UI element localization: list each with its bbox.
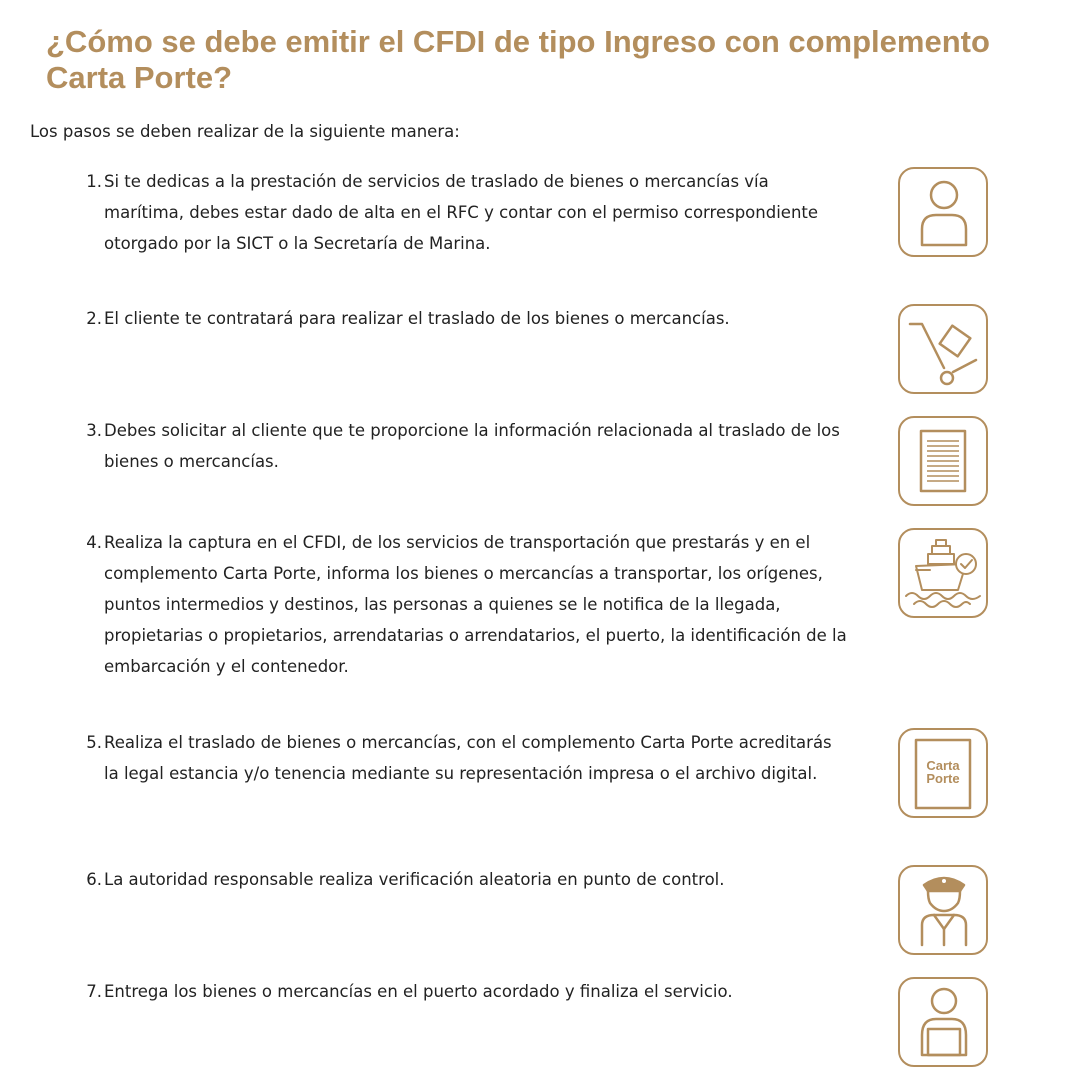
step-number: 1. bbox=[86, 172, 102, 191]
step-number: 2. bbox=[86, 309, 102, 328]
step-number: 3. bbox=[86, 421, 102, 440]
step-number: 7. bbox=[86, 982, 102, 1001]
step-7 bbox=[78, 976, 848, 1007]
step-text: Realiza la captura en el CFDI, de los servicios de transportación que prestarás y en el complemento Carta Porte, informa los bienes o mercancías a transportar, los orígenes, puntos intermedios y destinos, las personas a quienes se le notifica de la llegada, propietarias o propietarios, arrendatarias o arrendatarios, el puerto, la identificación de la embarcación y el contenedor. bbox=[104, 533, 847, 676]
step-number: 6. bbox=[86, 870, 102, 889]
step-6 bbox=[78, 864, 848, 895]
step-number: 5. bbox=[86, 733, 102, 752]
carta-porte-label-1: Carta bbox=[926, 758, 960, 773]
step-3 bbox=[78, 415, 848, 477]
person-box-icon bbox=[898, 977, 988, 1067]
step-text: Entrega los bienes o mercancías en el puerto acordado y finaliza el servicio. bbox=[104, 982, 733, 1001]
step-2 bbox=[78, 303, 848, 334]
ship-check-icon bbox=[898, 528, 988, 618]
step-number: 4. bbox=[86, 533, 102, 552]
officer-icon bbox=[898, 865, 988, 955]
step-text: El cliente te contratará para realizar el traslado de los bienes o mercancías. bbox=[104, 309, 730, 328]
step-4 bbox=[78, 527, 848, 682]
document-icon bbox=[898, 416, 988, 506]
hand-truck-icon bbox=[898, 304, 988, 394]
step-text: Debes solicitar al cliente que te proporcione la información relacionada al traslado de los bienes o mercancías. bbox=[104, 421, 840, 471]
step-1 bbox=[78, 166, 848, 259]
step-text: Si te dedicas a la prestación de servicios de traslado de bienes o mercancías vía marítima, debes estar dado de alta en el RFC y contar con el permiso correspondiente otorgado por la SICT o la Secretaría de Marina. bbox=[104, 172, 819, 253]
carta-porte-label-2: Porte bbox=[926, 771, 960, 786]
carta-porte-icon bbox=[898, 728, 988, 818]
step-text: La autoridad responsable realiza verificación aleatoria en punto de control. bbox=[104, 870, 725, 889]
person-icon bbox=[898, 167, 988, 257]
intro-text: Los pasos se deben realizar de la siguiente manera: bbox=[30, 122, 460, 141]
step-5 bbox=[78, 727, 848, 789]
step-text: Realiza el traslado de bienes o mercancías, con el complemento Carta Porte acreditarás la legal estancia y/o tenencia mediante su representación impresa o el archivo digital. bbox=[104, 733, 832, 783]
page-title: ¿Cómo se debe emitir el CFDI de tipo Ingreso con complemento Carta Porte? bbox=[46, 24, 990, 95]
